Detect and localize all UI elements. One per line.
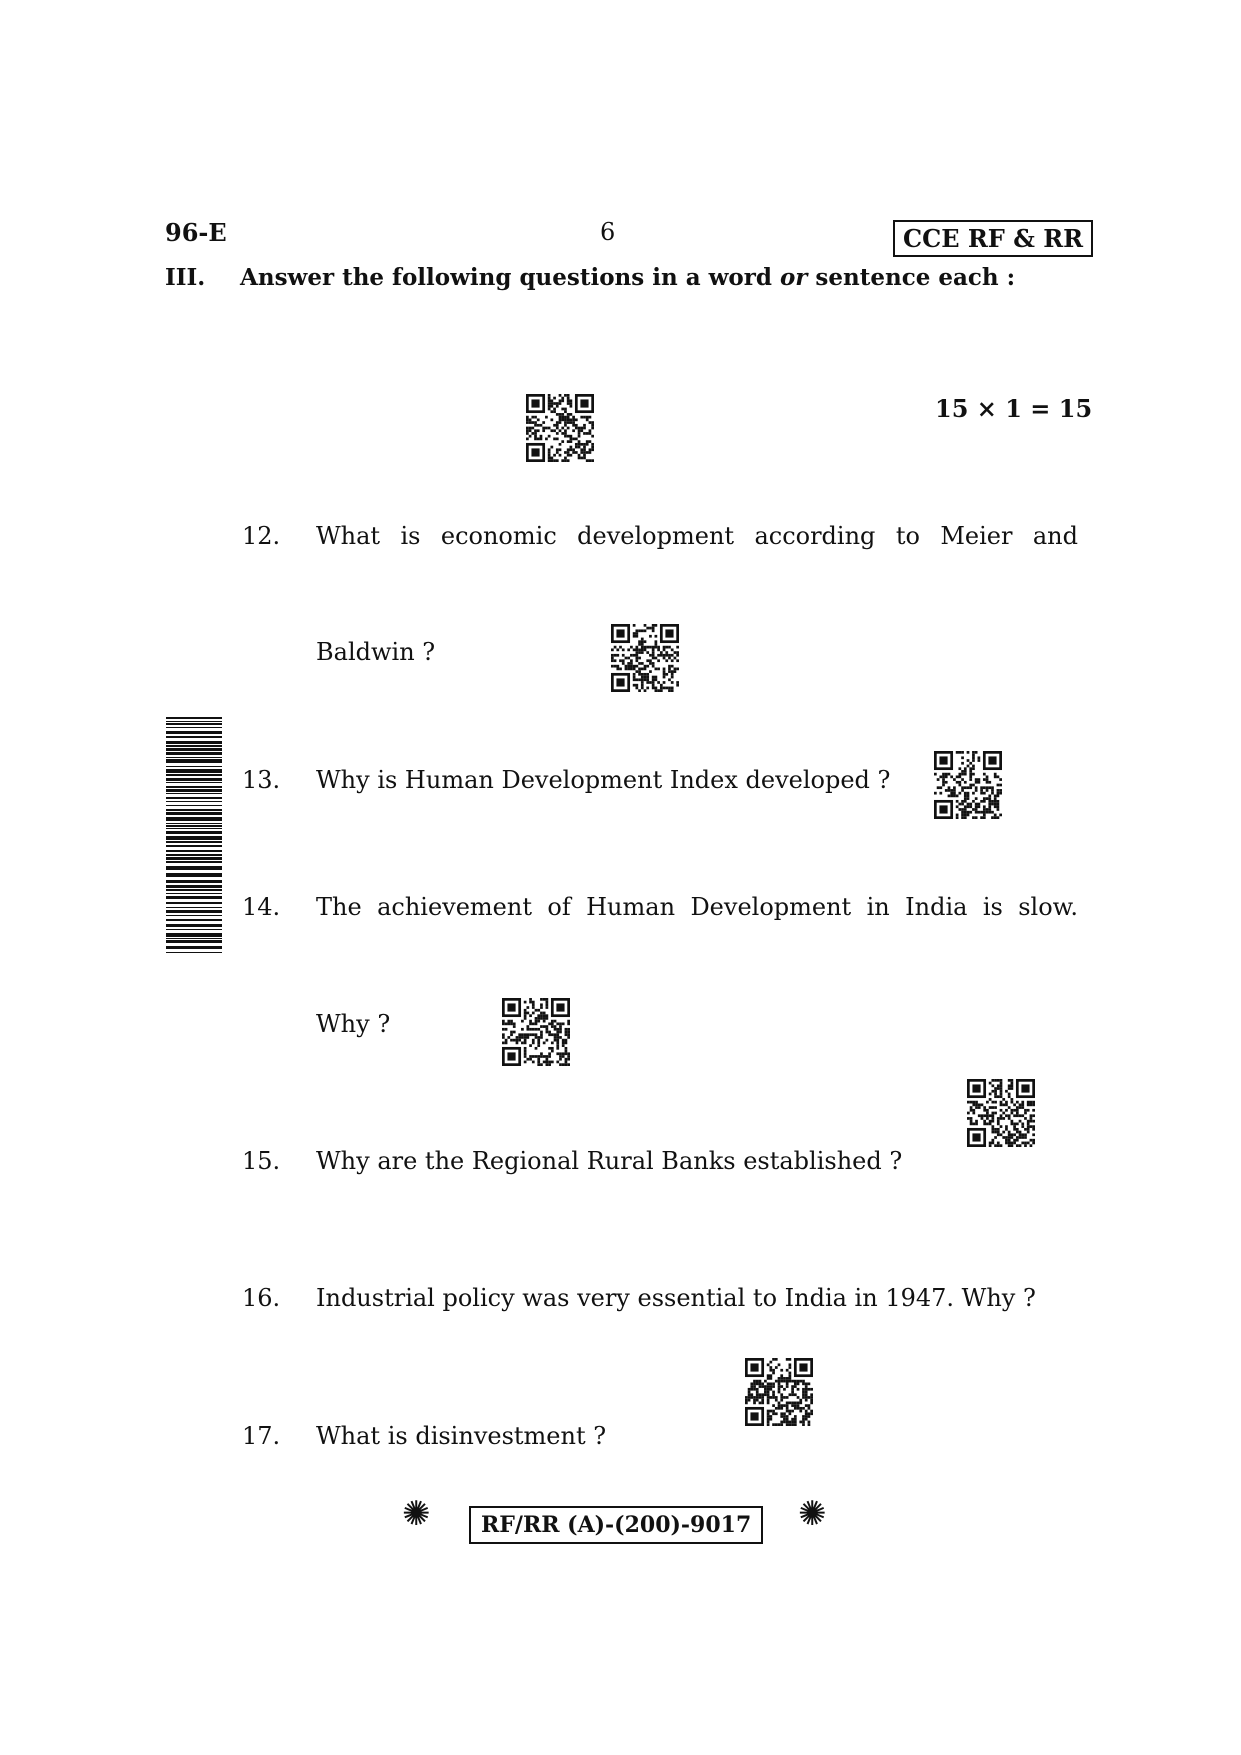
question-text: Why are the Regional Rural Banks established ?: [316, 1147, 903, 1175]
star-ornament-icon: ✺: [798, 1494, 827, 1534]
instruction-text-1: Answer the following questions in a word: [240, 264, 780, 291]
page-number: 6: [600, 218, 616, 246]
qr-code-icon: [934, 751, 1002, 819]
qr-code-icon: [745, 1358, 813, 1426]
instruction-text-2: sentence each :: [807, 264, 1016, 291]
qr-code-icon: [967, 1079, 1035, 1147]
qr-code-icon: [526, 394, 594, 462]
qr-code-icon: [611, 624, 679, 692]
exam-tag: CCE RF & RR: [893, 220, 1093, 257]
question-text: Industrial policy was very essential to India in 1947. Why ?: [316, 1284, 1036, 1312]
marks-allocation: 15 × 1 = 15: [935, 394, 1093, 423]
question-text: Why is Human Development Index developed ?: [316, 766, 891, 794]
question-number: 13.: [242, 766, 281, 794]
barcode-icon: [166, 717, 222, 953]
question-number: 12.: [242, 522, 281, 550]
question-text: The achievement of Human Development in India is slow.: [316, 893, 1078, 921]
qr-code-icon: [502, 998, 570, 1066]
footer-code: RF/RR (A)-(200)-9017: [469, 1506, 763, 1544]
question-number: 14.: [242, 893, 281, 921]
question-text: What is disinvestment ?: [316, 1422, 607, 1450]
section-number: III.: [165, 264, 206, 291]
star-ornament-icon: ✺: [402, 1494, 431, 1534]
question-number: 17.: [242, 1422, 281, 1450]
question-text-continued: Baldwin ?: [316, 638, 436, 666]
paper-code: 96-E: [165, 218, 227, 247]
question-number: 16.: [242, 1284, 281, 1312]
question-text: What is economic development according to Meier and: [316, 522, 1078, 550]
instruction-or: or: [779, 264, 808, 291]
question-text-continued: Why ?: [316, 1010, 391, 1038]
section-instruction: [240, 264, 1015, 291]
question-number: 15.: [242, 1147, 281, 1175]
